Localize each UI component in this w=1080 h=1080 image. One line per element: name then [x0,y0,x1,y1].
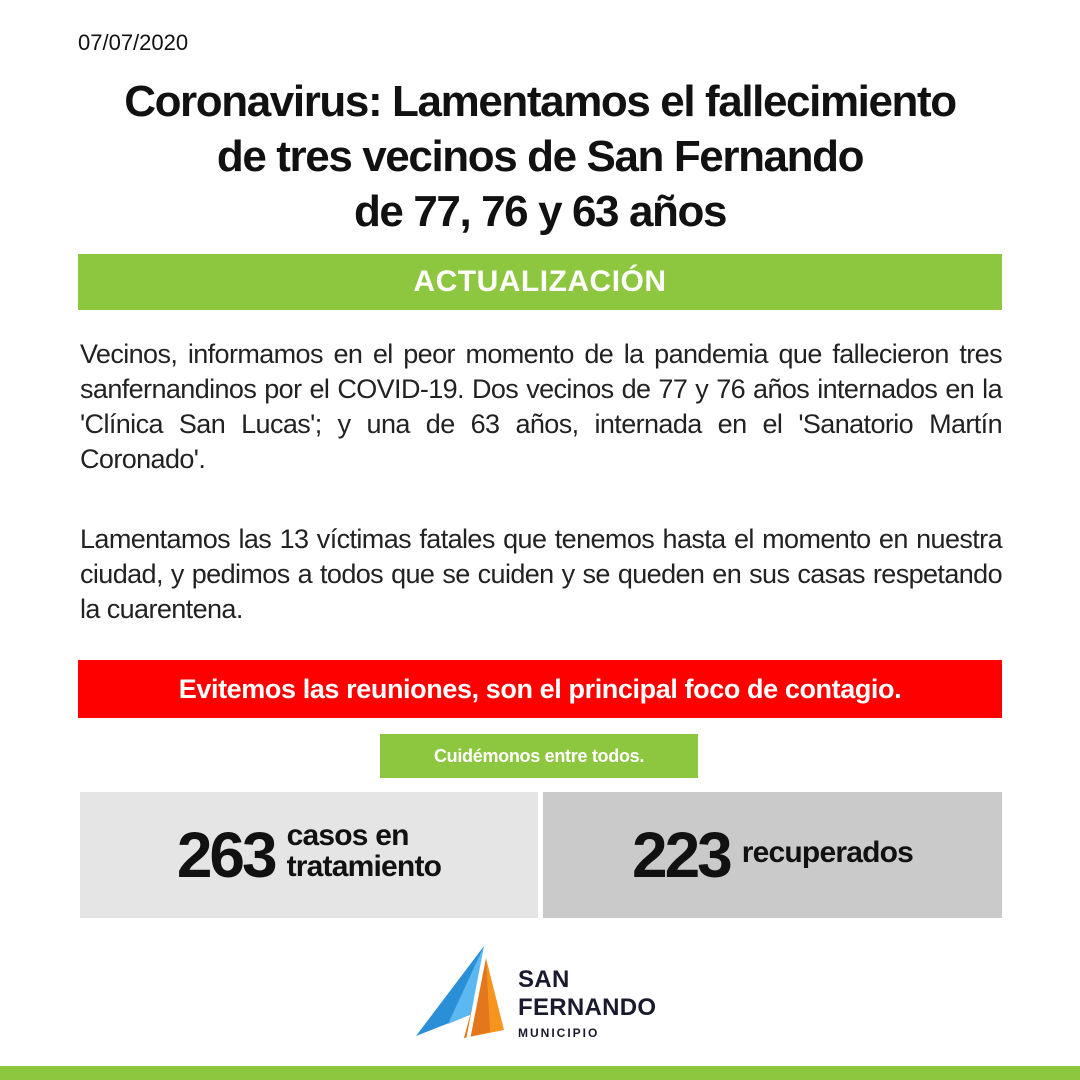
treatment-label [287,820,442,882]
recovered-label: recuperados [741,835,914,869]
recovered-count: 223 [631,819,730,891]
slogan-badge [380,734,698,778]
alert-text: Evitemos las reuniones, son el principal foco de contagio. [178,673,902,704]
update-label: ACTUALIZACIÓN [413,265,667,298]
logo-wordmark [518,966,656,1040]
stat-treatment [80,792,538,918]
update-banner [78,254,1002,310]
paragraph-victims: Lamentamos las 13 víctimas fatales que tenemos hasta el momento en nuestra ciudad, y pedimos a todos que se cuiden y se queden en sus casas respetando la cuarentena. [80,524,1002,624]
slogan-text: Cuidémonos entre todos. [433,745,645,766]
stat-recovered [543,792,1002,918]
headline [40,74,1040,239]
logo-line-2: FERNANDO [518,994,657,1021]
treatment-label-line-1: casos en [286,819,409,852]
treatment-count: 263 [176,819,275,891]
bottom-accent-bar [0,1066,1080,1080]
headline-line-2: de tres vecinos de San Fernando [216,132,864,181]
logo-line-3: MUNICIPIO [518,1026,600,1040]
paragraph-deaths: Vecinos, informamos en el peor momento de la pandemia que fallecieron tres sanfernandinos por el COVID-19. Dos vecinos de 77 y 76 años internados en la 'Clínica San Lucas'; y una de 63 años, internada en el 'Sanatorio Martín Coronado'. [80,339,1002,474]
san-fernando-logo-icon [412,944,512,1044]
post-date: 07/07/2020 [78,30,189,55]
headline-line-1: Coronavirus: Lamentamos el fallecimiento [124,77,956,126]
alert-banner [78,660,1002,718]
treatment-label-line-2: tratamiento [286,850,442,883]
logo-line-1: SAN [518,966,570,993]
headline-line-3: de 77, 76 y 63 años [353,187,727,236]
